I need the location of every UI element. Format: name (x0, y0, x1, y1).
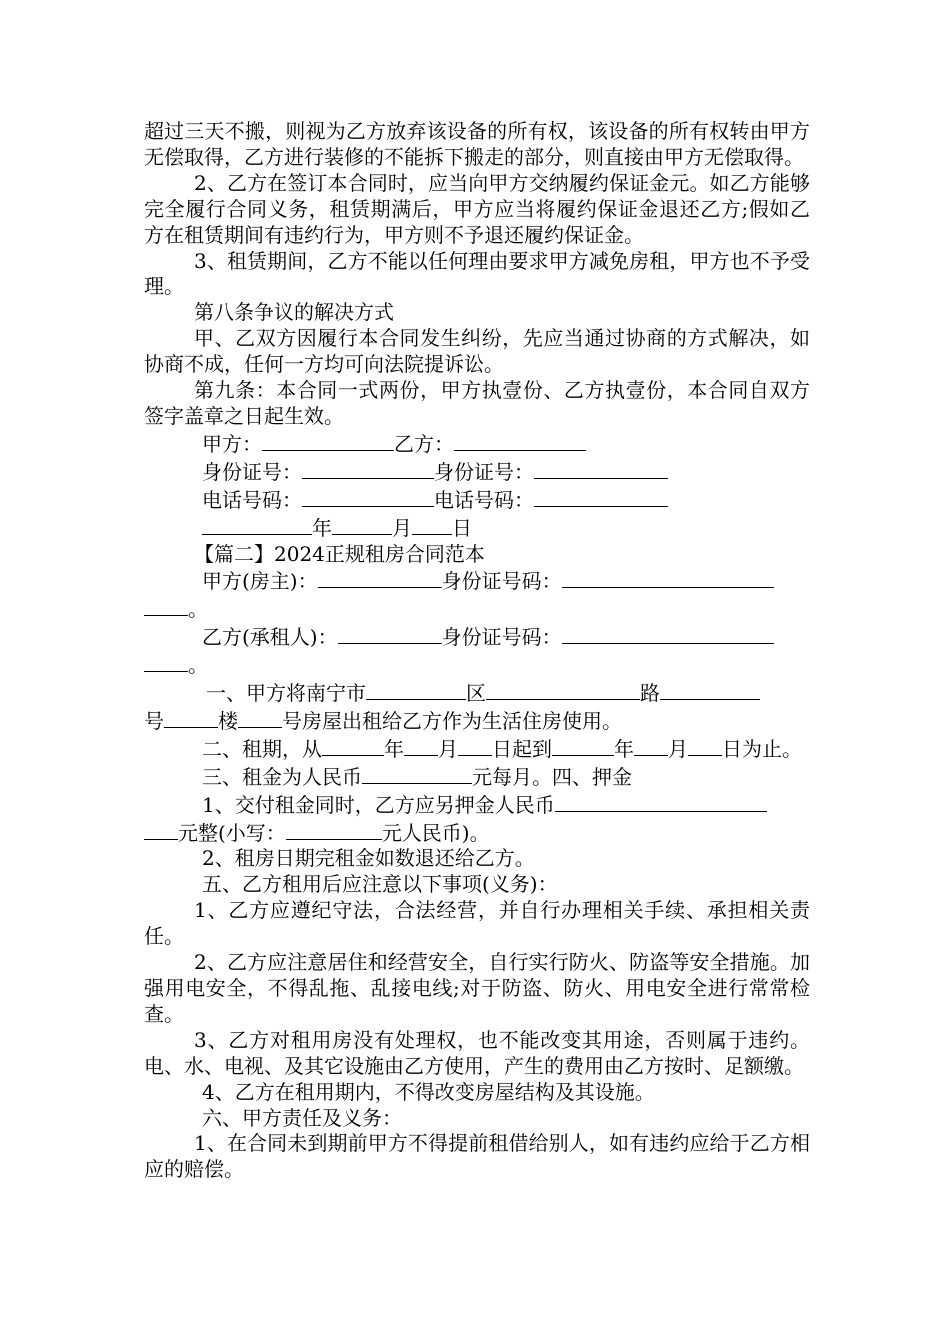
contract-body (144, 119, 810, 1183)
deposit-line (144, 791, 810, 819)
tenant-line-cont (144, 651, 810, 679)
tenant-id-label: 身份证号码： (441, 625, 562, 650)
id-b-blank (534, 458, 668, 479)
tenant-label: 乙方(承租人)： (202, 625, 338, 650)
paragraph: 4、乙方在租用期内，不得改变房屋结构及其设施。 (202, 1079, 655, 1104)
deposit-tail: 元人民币)。 (381, 820, 490, 845)
signature-phone-row (144, 486, 810, 514)
id-a-label: 身份证号： (202, 459, 302, 484)
landlord-label: 甲方(房主)： (202, 569, 318, 594)
paragraph: 2、乙方应注意居住和经营安全，自行实行防火、防盗等安全措施。加强用电安全，不得乱拖、乱接电线;对于防盗、防火、用电安全进行常常检查。 (144, 950, 810, 1026)
number-blank (660, 679, 760, 700)
month-blank (332, 514, 392, 535)
section-heading: 六、甲方责任及义务： (202, 1105, 402, 1130)
rent-blank (362, 763, 472, 784)
clause-2-text: 二、租期，从 (202, 736, 322, 761)
landlord-line (144, 567, 810, 595)
clause-1-text: 一、甲方将南宁市 (206, 681, 366, 706)
tel-b-label: 电话号码： (434, 487, 534, 512)
deposit-amount-text: 元整(小写： (178, 820, 286, 845)
clause-3-text: 三、租金为人民币 (202, 764, 362, 789)
tel-b-blank (534, 486, 668, 507)
paragraph: 3、乙方对租用房没有处理权，也不能改变其用途，否则属于违约。电、水、电视、及其它设施由乙方使用，产生的费用由乙方按时、足额缴。 (144, 1027, 810, 1078)
clause-1-line (144, 679, 810, 707)
deposit-small-blank (286, 819, 382, 840)
district-label: 区 (466, 681, 486, 706)
tel-a-blank (302, 486, 434, 507)
signature-party-row (144, 430, 810, 458)
month-label: 月 (392, 515, 412, 540)
landlord-id-label: 身份证号码： (441, 569, 562, 594)
tenant-id-blank-cont (144, 651, 188, 672)
paragraph: 超过三天不搬，则视为乙方放弃该设备的所有权，该设备的所有权转由甲方无偿取得，乙方进行装修的不能拆下搬走的部分，则直接由甲方无偿取得。 (144, 119, 810, 169)
building-label: 楼 (218, 708, 238, 733)
end-day-blank (688, 735, 722, 756)
section-heading: 五、乙方租用后应注意以下事项(义务)： (202, 872, 558, 897)
paragraph: 1、乙方应遵纪守法，合法经营，并自行办理相关手续、承担相关责任。 (144, 898, 810, 949)
party-a-blank (262, 430, 394, 451)
paragraph: 3、租赁期间，乙方不能以任何理由要求甲方减免房租，甲方也不予受理。 (144, 248, 810, 299)
start-year-blank (322, 735, 384, 756)
paragraph: 2、乙方在签订本合同时，应当向甲方交纳履约保证金元。如乙方能够完全履行合同义务，租赁期满后，甲方应当将履约保证金退还乙方;假如乙方在租赁期间有违约行为，甲方则不予退还履约保证金。 (144, 170, 810, 247)
landlord-blank (318, 567, 442, 588)
number-label: 号 (144, 708, 164, 733)
paragraph: 2、租房日期完租金如数退还给乙方。 (202, 846, 535, 871)
clause-2-line (144, 735, 810, 763)
road-label: 路 (640, 681, 660, 706)
day-label: 日 (452, 515, 472, 540)
party-b-label: 乙方： (394, 431, 454, 456)
tenant-blank (338, 623, 442, 644)
clause-3-tail: 元每月。四、押金 (472, 764, 632, 789)
building-blank (164, 707, 218, 728)
signature-date-row (144, 514, 810, 542)
party-a-label: 甲方： (202, 431, 262, 456)
start-day-blank (458, 735, 492, 756)
day-blank (412, 514, 452, 535)
paragraph: 第九条：本合同一式两份，甲方执壹份、乙方执壹份，本合同自双方签字盖章之日起生效。 (144, 378, 810, 428)
section-heading: 第八条争议的解决方式 (194, 300, 394, 325)
part-heading: 【篇二】2024正规租房合同范本 (194, 541, 485, 566)
period-mark: 。 (188, 597, 208, 622)
period-mark: 。 (188, 653, 208, 678)
deposit-text: 1、交付租金同时，乙方应另押金人民币 (202, 792, 555, 817)
landlord-id-blank (562, 567, 774, 588)
district-blank (366, 679, 466, 700)
party-b-blank (454, 430, 586, 451)
clause-3-line (144, 763, 810, 791)
start-month-blank (404, 735, 438, 756)
paragraph: 甲、乙双方因履行本合同发生纠纷，先应当通过协商的方式解决，如协商不成，任何一方均可向法院提诉讼。 (144, 326, 810, 377)
tenant-line (144, 623, 810, 651)
id-b-label: 身份证号： (434, 459, 534, 484)
start-day-label: 日起到 (492, 736, 552, 761)
end-year-blank (552, 735, 614, 756)
clause-1-tail: 号房屋出租给乙方作为生活住房使用。 (282, 708, 622, 733)
tenant-id-blank (562, 623, 774, 644)
room-blank (238, 707, 282, 728)
tel-a-label: 电话号码： (202, 487, 302, 512)
end-month-label: 月 (668, 736, 688, 761)
year-label: 年 (312, 515, 332, 540)
paragraph: 1、在合同未到期前甲方不得提前租借给别人，如有违约应给于乙方相应的赔偿。 (144, 1131, 810, 1182)
end-day-label: 日为止。 (722, 736, 802, 761)
clause-1-cont (144, 707, 810, 735)
start-month-label: 月 (438, 736, 458, 761)
end-year-label: 年 (614, 736, 634, 761)
landlord-line-cont (144, 595, 810, 623)
road-blank (486, 679, 640, 700)
signature-id-row (144, 458, 810, 486)
landlord-id-blank-cont (144, 595, 188, 616)
deposit-line-cont (144, 819, 810, 847)
deposit-blank (555, 791, 767, 812)
year-blank (202, 514, 312, 535)
deposit-blank-cont (144, 819, 178, 840)
start-year-label: 年 (384, 736, 404, 761)
id-a-blank (302, 458, 434, 479)
end-month-blank (634, 735, 668, 756)
